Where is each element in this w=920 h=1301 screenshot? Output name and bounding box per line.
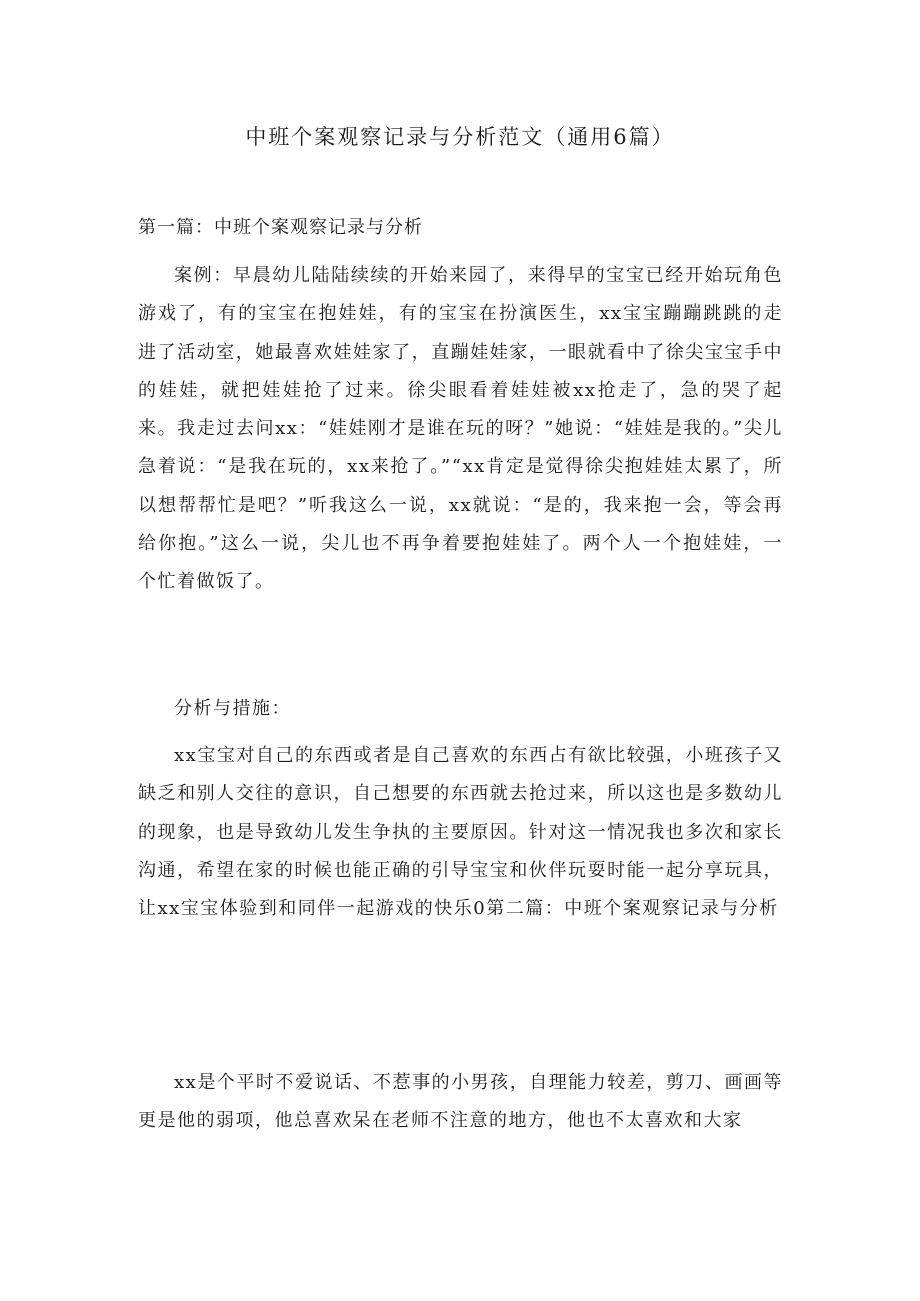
section-heading: 第一篇：中班个案观察记录与分析 (138, 217, 423, 238)
paragraph-analysis-heading: 分析与措施： (174, 698, 291, 719)
paragraph-second-case: xx是个平时不爱说话、不惹事的小男孩，自理能力较差，剪刀、画画等更是他的弱项，他总喜欢呆在老师不注意的地方，他也不太喜欢和大家 (138, 1072, 783, 1132)
document-title: 中班个案观察记录与分析范文（通用6篇） (245, 125, 675, 149)
paragraph-analysis: xx宝宝对自己的东西或者是自己喜欢的东西占有欲比较强，小班孩子又缺乏和别人交往的意识，自己想要的东西就去抢过来，所以这也是多数幼儿的现象，也是导致幼儿发生争执的主要原因。针对这一情况我也多次和家长沟通，希望在家的时候也能正确的引导宝宝和伙伴玩耍时能一起分享玩具，让xx宝宝体验到和同伴一起游戏的快乐0第二篇：中班个案观察记录与分析 (138, 745, 783, 920)
paragraph-case: 案例：早晨幼儿陆陆续续的开始来园了，来得早的宝宝已经开始玩角色游戏了，有的宝宝在抱娃娃，有的宝宝在扮演医生，xx宝宝蹦蹦跳跳的走进了活动室，她最喜欢娃娃家了，直蹦娃娃家，一眼就看中了徐尖宝宝手中的娃娃，就把娃娃抢了过来。徐尖眼看着娃娃被xx抢走了，急的哭了起来。我走过去问xx：“娃娃刚才是谁在玩的呀？”她说：“娃娃是我的。”尖儿急着说：“是我在玩的，xx来抢了。”“xx肯定是觉得徐尖抱娃娃太累了，所以想帮帮忙是吧？”听我这么一说，xx就说：“是的，我来抱一会，等会再给你抱。”这么一说，尖儿也不再争着要抱娃娃了。两个人一个抱娃娃，一个忙着做饭了。 (138, 265, 783, 593)
